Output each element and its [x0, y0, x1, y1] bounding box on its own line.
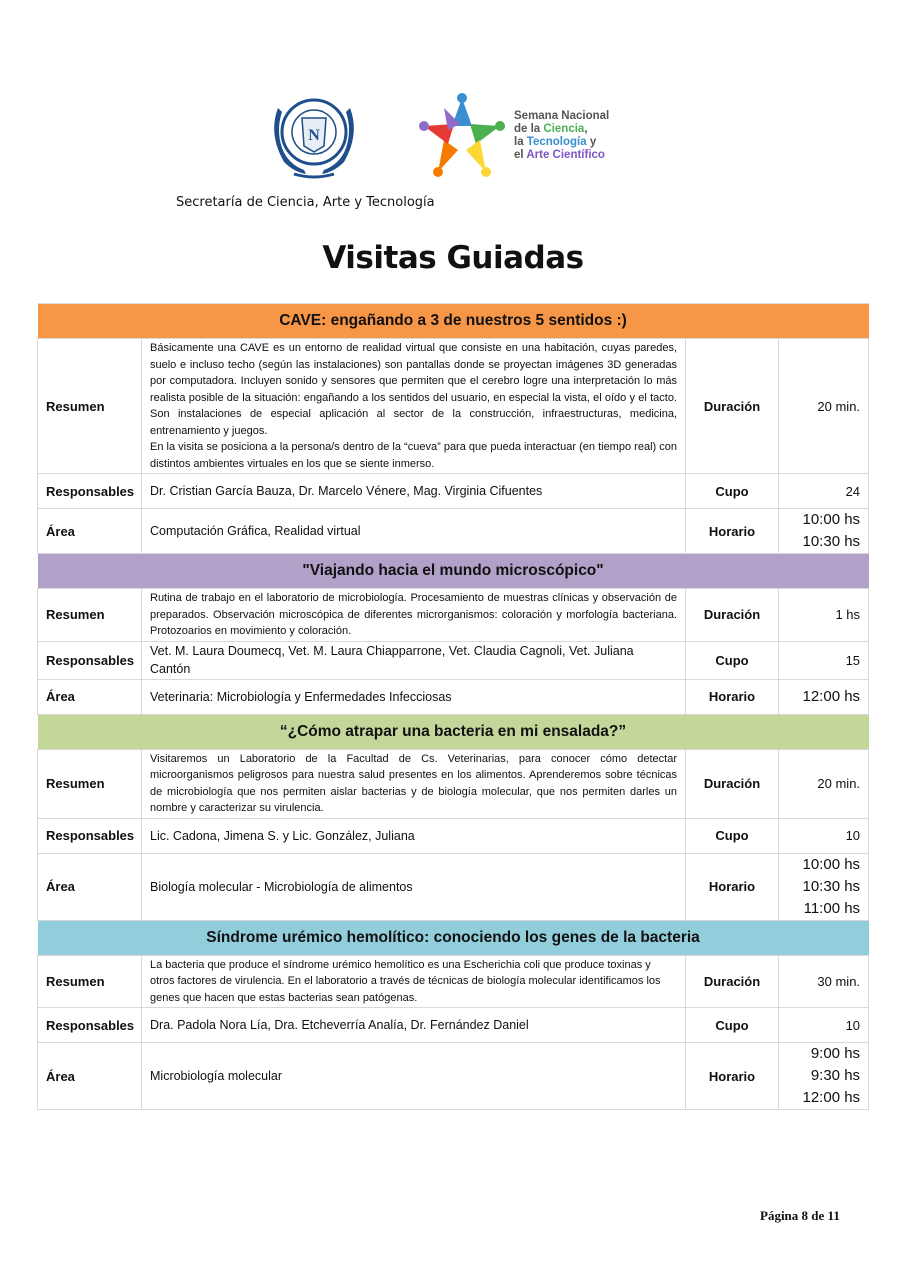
cupo-label: Cupo [686, 641, 779, 679]
visit-title: CAVE: engañando a 3 de nuestros 5 sentidos :) [38, 304, 869, 339]
horario-value: 10:00 hs 10:30 hs 11:00 hs [779, 853, 869, 920]
horario-value: 10:00 hs 10:30 hs [779, 509, 869, 554]
visit-title: Síndrome urémico hemolítico: conociendo los genes de la bacteria [38, 920, 869, 955]
duracion-value: 20 min. [779, 749, 869, 818]
visit-header [38, 714, 869, 749]
area-value: Veterinaria: Microbiología y Enfermedades Infecciosas [142, 679, 686, 714]
table-row [38, 509, 869, 554]
area-label: Área [38, 509, 142, 554]
duracion-label: Duración [686, 749, 779, 818]
responsables-value: Dra. Padola Nora Lía, Dra. Etcheverría Analía, Dr. Fernández Daniel [142, 1008, 686, 1043]
responsables-value: Dr. Cristian García Bauza, Dr. Marcelo Vénere, Mag. Virginia Cifuentes [142, 474, 686, 509]
cupo-value: 24 [779, 474, 869, 509]
responsables-value: Vet. M. Laura Doumecq, Vet. M. Laura Chiapparrone, Vet. Claudia Cagnoli, Vet. Juliana Cantón [142, 641, 686, 679]
visit-title: "Viajando hacia el mundo microscópico" [38, 554, 869, 589]
resumen-text: La bacteria que produce el síndrome urémico hemolítico es una Escherichia coli que produce toxinas y otros factores de virulencia. En el laboratorio a través de técnicas de biología molecular identificamos los genes que hacen que estas bacterias sean patógenas. [142, 955, 686, 1008]
cupo-value: 10 [779, 818, 869, 853]
table-row [38, 853, 869, 920]
cupo-value: 15 [779, 641, 869, 679]
horario-label: Horario [686, 853, 779, 920]
area-label: Área [38, 679, 142, 714]
area-value: Biología molecular - Microbiología de alimentos [142, 853, 686, 920]
table-row [38, 955, 869, 1008]
header-logos [264, 88, 664, 188]
star-people-icon [414, 90, 510, 186]
cupo-value: 10 [779, 1008, 869, 1043]
visit-title: “¿Cómo atrapar una bacteria en mi ensalada?” [38, 714, 869, 749]
resumen-text: Visitaremos un Laboratorio de la Facultad de Cs. Veterinarias, para conocer cómo detectar microorganismos peligrosos para nuestra salud presentes en los alimentos. Aprenderemos sobre técnicas de microbiología que nos permiten aislar bacterias y de biología molecular, que nos permiten darles un nombre y caracterizar su virulencia. [142, 749, 686, 818]
horario-label: Horario [686, 509, 779, 554]
area-value: Microbiología molecular [142, 1043, 686, 1110]
area-label: Área [38, 1043, 142, 1110]
cupo-label: Cupo [686, 474, 779, 509]
semana-nacional-logo [414, 90, 624, 190]
duracion-label: Duración [686, 339, 779, 474]
svg-text:N: N [308, 127, 320, 144]
table-row [38, 679, 869, 714]
responsables-label: Responsables [38, 641, 142, 679]
visit-header [38, 304, 869, 339]
duracion-value: 20 min. [779, 339, 869, 474]
horario-value: 9:00 hs 9:30 hs 12:00 hs [779, 1043, 869, 1110]
table-row [38, 339, 869, 474]
table-row [38, 474, 869, 509]
duracion-label: Duración [686, 589, 779, 642]
resumen-label: Resumen [38, 749, 142, 818]
university-seal-logo [264, 88, 364, 180]
cupo-label: Cupo [686, 1008, 779, 1043]
table-row [38, 749, 869, 818]
duracion-value: 1 hs [779, 589, 869, 642]
semana-nacional-text: Semana Nacional de la Ciencia, la Tecnología y el Arte Científico [514, 110, 610, 161]
page-number: Página 8 de 11 [760, 1208, 840, 1223]
responsables-value: Lic. Cadona, Jimena S. y Lic. González, Juliana [142, 818, 686, 853]
resumen-text: Básicamente una CAVE es un entorno de realidad virtual que consiste en una habitación, cuyas paredes, suelo e incluso techo (según las instalaciones) son pantallas donde se proyectan imágenes 3D generadas por computadora. Incluyen sonido y sensores que permiten que el cerebro logre una interpretación lo más realista posible de la situación: engañando a los sentidos del usuario, en especial la vista, el oído y el tacto. Son instalaciones de especial aplicación al sector de la construcción, infraestructuras, medicina, entrenamiento y juegos. En la visita se posiciona a la persona/s dentro de la “cueva” para que pueda interactuar (en tiempo real) con distintos ambientes virtuales en los que se siente inmerso. [142, 339, 686, 474]
secretaria-label: Secretaría de Ciencia, Arte y Tecnología [176, 195, 435, 210]
table-row [38, 641, 869, 679]
horario-label: Horario [686, 679, 779, 714]
duracion-value: 30 min. [779, 955, 869, 1008]
table-row [38, 589, 869, 642]
area-value: Computación Gráfica, Realidad virtual [142, 509, 686, 554]
horario-label: Horario [686, 1043, 779, 1110]
duracion-label: Duración [686, 955, 779, 1008]
visit-header [38, 920, 869, 955]
resumen-label: Resumen [38, 955, 142, 1008]
responsables-label: Responsables [38, 818, 142, 853]
resumen-label: Resumen [38, 589, 142, 642]
table-row [38, 818, 869, 853]
responsables-label: Responsables [38, 474, 142, 509]
visits-table [37, 303, 869, 1110]
cupo-label: Cupo [686, 818, 779, 853]
responsables-label: Responsables [38, 1008, 142, 1043]
visit-header [38, 554, 869, 589]
resumen-text: Rutina de trabajo en el laboratorio de microbiología. Procesamiento de muestras clínicas y observación de preparados. Observación microscópica de diferentes microrganismos: coloración y morfología bacteriana. Protozoarios en movimiento y coloración. [142, 589, 686, 642]
table-row [38, 1043, 869, 1110]
horario-value: 12:00 hs [779, 679, 869, 714]
table-row [38, 1008, 869, 1043]
page-title: Visitas Guiadas [322, 240, 584, 276]
resumen-label: Resumen [38, 339, 142, 474]
area-label: Área [38, 853, 142, 920]
